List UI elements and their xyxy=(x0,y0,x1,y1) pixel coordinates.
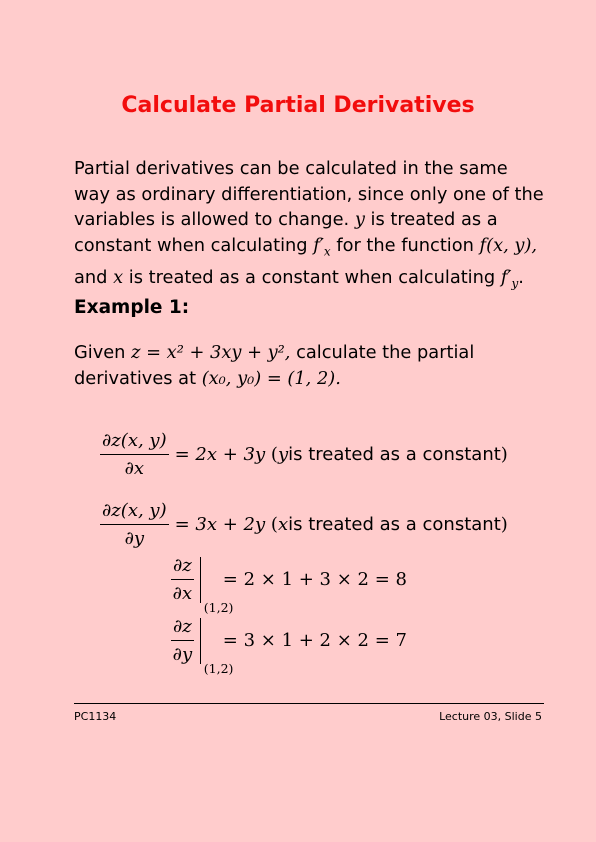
intro-text-4: and xyxy=(74,266,108,288)
fraction-denominator: ∂y xyxy=(172,644,193,665)
fraction-numerator: ∂z(x, y) xyxy=(100,500,169,525)
fraction-numerator: ∂z xyxy=(171,555,194,580)
footer-slide-number: Lecture 03, Slide 5 xyxy=(439,710,542,723)
note-close: ) xyxy=(500,514,508,535)
fy-symbol xyxy=(500,266,519,291)
footer-divider xyxy=(74,703,544,704)
note-text: is treated as a constant xyxy=(288,444,501,465)
note-close: ) xyxy=(500,444,508,465)
given-mid: calculate the partial derivatives at xyxy=(74,342,475,389)
evaluation-rhs: = 2 × 1 + 3 × 2 = 8 xyxy=(222,569,407,590)
fx-prime: f′ xyxy=(313,234,324,256)
footer-course-code: PC1134 xyxy=(74,710,117,723)
fraction-dz-dy xyxy=(100,500,169,549)
intro-text-3: for the function xyxy=(336,234,474,256)
equation-rhs: = 2x + 3y xyxy=(174,444,266,465)
function-fxy: f(x, y), xyxy=(479,234,538,256)
fraction-denominator: ∂x xyxy=(124,458,145,479)
equation-partial-x xyxy=(100,430,508,479)
evaluation-bar xyxy=(200,618,234,676)
example-heading: Example 1: xyxy=(74,297,190,318)
fy-subscript: y xyxy=(511,276,519,291)
fraction-numerator: ∂z xyxy=(171,616,194,641)
given-paragraph xyxy=(74,340,544,391)
fraction-denominator: ∂y xyxy=(124,528,145,549)
equation-rhs: = 3x + 2y xyxy=(174,514,266,535)
fraction-denominator: ∂x xyxy=(172,583,193,604)
note-open: ( xyxy=(270,444,278,465)
evaluation-rhs: = 3 × 1 + 2 × 2 = 7 xyxy=(222,630,407,651)
evaluation-y xyxy=(171,616,407,676)
evaluation-point: (1,2) xyxy=(203,660,234,676)
note-var: x xyxy=(277,514,289,535)
slide-title: Calculate Partial Derivatives xyxy=(121,93,475,118)
given-equation: z = x² + 3xy + y², xyxy=(131,342,291,363)
fx-subscript: x xyxy=(323,244,331,259)
fy-prime: f′ xyxy=(500,266,512,288)
evaluation-point: (1,2) xyxy=(203,599,234,615)
fraction-dz-dx xyxy=(171,555,194,604)
intro-text-1: Partial derivatives can be calculated in the same way as ordinary differentiation, since only one of the variables is allowed to change. xyxy=(74,158,544,230)
intro-text-5: is treated as a constant when calculating xyxy=(128,266,496,288)
intro-paragraph xyxy=(74,156,544,297)
given-point: (x₀, y₀) = (1, 2). xyxy=(201,367,341,389)
equation-partial-y xyxy=(100,500,508,549)
evaluation-x xyxy=(171,555,407,615)
fraction-dz-dx xyxy=(100,430,169,479)
fraction-numerator: ∂z(x, y) xyxy=(100,430,169,455)
note-open: ( xyxy=(270,514,278,535)
var-y: y xyxy=(354,209,365,230)
note-text: is treated as a constant xyxy=(288,514,501,535)
note-var: y xyxy=(277,444,289,465)
fx-symbol xyxy=(313,234,331,259)
intro-text-6: . xyxy=(518,266,524,288)
var-x: x xyxy=(113,266,124,288)
evaluation-bar xyxy=(200,557,234,615)
intro-text-2: is treated as a constant when calculating xyxy=(74,209,498,256)
fraction-dz-dy xyxy=(171,616,194,665)
given-prefix: Given xyxy=(74,342,126,363)
